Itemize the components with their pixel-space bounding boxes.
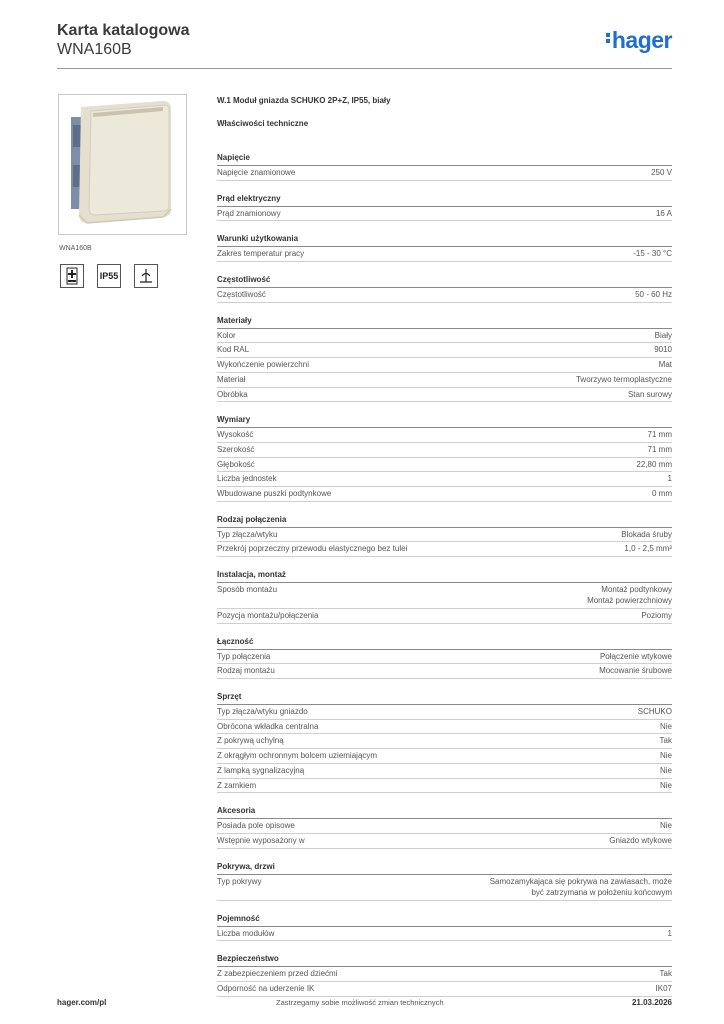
spec-label: Zakres temperatur pracy xyxy=(217,249,305,259)
spec-value: Blokada śruby xyxy=(621,529,672,539)
spec-group xyxy=(217,315,672,402)
spec-row xyxy=(217,650,672,665)
spec-label: Kolor xyxy=(217,330,236,340)
spec-group-title: Materiały xyxy=(217,315,672,329)
footer-date: 21.03.2026 xyxy=(631,998,672,1007)
spec-value: Mocowanie śrubowe xyxy=(599,666,672,676)
spec-value: Nie xyxy=(659,821,672,831)
spec-value: Samozamykająca się pokrywa na zawiasach, może być zatrzymana w położeniu końcowym xyxy=(489,876,672,897)
spec-value: Mat xyxy=(658,360,672,370)
spec-row xyxy=(217,458,672,473)
spec-row xyxy=(217,329,672,344)
spec-group-title: Pokrywa, drzwi xyxy=(217,861,672,875)
spec-row xyxy=(217,819,672,834)
spec-row xyxy=(217,927,672,942)
spec-label: Z okrągłym ochronnym bolcem uziemiającym xyxy=(217,751,378,761)
spec-value: 0 mm xyxy=(652,488,672,498)
spec-value: Poziomy xyxy=(641,611,672,620)
spec-row xyxy=(217,358,672,373)
spec-row xyxy=(217,472,672,487)
spec-row xyxy=(217,875,672,901)
spec-row xyxy=(217,443,672,458)
spec-row xyxy=(217,764,672,779)
spec-group-title: Łączność xyxy=(217,636,672,650)
spec-row xyxy=(217,583,672,609)
page-header xyxy=(57,20,672,68)
spec-label: Wstępnie wyposażony w xyxy=(217,835,305,845)
spec-value: 1 xyxy=(667,928,672,938)
footer-disclaimer: Zastrzegamy sobie możliwość zmian technicznych xyxy=(276,998,444,1007)
spec-value: Nie xyxy=(659,721,672,731)
spec-label: Częstotliwość xyxy=(217,290,266,300)
spec-group-title: Bezpieczeństwo xyxy=(217,953,672,967)
spec-value: Nie xyxy=(659,765,672,775)
class-ii-icon xyxy=(60,264,84,288)
spec-value: Gniazdo wtykowe xyxy=(609,835,672,845)
spec-label: Kod RAL xyxy=(217,345,250,355)
spec-label: Z zamkiem xyxy=(217,780,257,790)
spec-value: Nie xyxy=(659,751,672,761)
spec-group-title: Instalacja, montaż xyxy=(217,569,672,583)
spec-row xyxy=(217,288,672,303)
spec-value: 250 V xyxy=(651,168,672,177)
spec-row xyxy=(217,609,672,624)
spec-label: Przekrój poprzeczny przewodu elastycznego bez tulei xyxy=(217,544,408,554)
spec-row xyxy=(217,982,672,997)
spec-group xyxy=(217,274,672,303)
spec-label: Typ złącza/wtyku xyxy=(217,529,278,539)
spec-label: Wbudowane puszki podtynkowe xyxy=(217,488,332,498)
hager-logo: hager xyxy=(606,27,672,54)
spec-group-title: Wymiary xyxy=(217,414,672,428)
spec-label: Rodzaj montażu xyxy=(217,666,275,676)
spec-group xyxy=(217,514,672,557)
spec-groups xyxy=(217,152,672,997)
spec-value: 22,80 mm xyxy=(636,459,672,469)
spec-row xyxy=(217,428,672,443)
footer-website: hager.com/pl xyxy=(57,998,107,1007)
spec-row xyxy=(217,542,672,557)
spec-label: Szerokość xyxy=(217,444,255,454)
spec-value: Połączenie wtykowe xyxy=(599,651,672,661)
spec-row xyxy=(217,834,672,849)
spec-value: 71 mm xyxy=(647,444,672,454)
spec-row xyxy=(217,749,672,764)
spec-row xyxy=(217,207,672,222)
spec-group xyxy=(217,953,672,996)
product-code: WNA160B xyxy=(57,41,132,58)
spec-label: Prąd znamionowy xyxy=(217,208,281,218)
socket-module-image xyxy=(59,95,186,234)
spec-group-title: Rodzaj połączenia xyxy=(217,514,672,528)
spec-group-title: Warunki użytkowania xyxy=(217,233,672,247)
spec-value: Tak xyxy=(659,736,672,746)
spec-value: 71 mm xyxy=(647,430,672,440)
spec-group-title: Pojemność xyxy=(217,913,672,927)
spec-group xyxy=(217,861,672,901)
spec-row xyxy=(217,705,672,720)
specification-content xyxy=(217,96,672,1009)
spec-row xyxy=(217,779,672,794)
document-type-title: Karta katalogowa xyxy=(57,22,190,39)
spec-label: Sposób montażu xyxy=(217,585,278,594)
document-title: W.1 Moduł gniazda SCHUKO 2P+Z, IP55, biały xyxy=(217,96,391,105)
spec-row xyxy=(217,528,672,543)
spec-row xyxy=(217,166,672,181)
spec-value: Nie xyxy=(659,780,672,790)
spec-group xyxy=(217,414,672,501)
spec-group xyxy=(217,233,672,262)
spec-section-title: Właściwości techniczne xyxy=(217,119,309,128)
header-divider xyxy=(57,68,672,69)
spec-group xyxy=(217,636,672,679)
spec-label: Z pokrywą uchylną xyxy=(217,736,284,746)
spec-label: Głębokość xyxy=(217,459,255,469)
spec-label: Wykończenie powierzchni xyxy=(217,360,309,370)
spec-group-title: Częstotliwość xyxy=(217,274,672,288)
spec-group xyxy=(217,569,672,624)
spec-group xyxy=(217,152,672,181)
image-caption: WNA160B xyxy=(59,245,92,252)
spec-group xyxy=(217,913,672,942)
spec-label: Napięcie znamionowe xyxy=(217,168,296,177)
spec-value: IK07 xyxy=(655,983,672,993)
spec-label: Materiał xyxy=(217,374,246,384)
spec-label: Typ złącza/wtyku gniazdo xyxy=(217,707,308,717)
spec-label: Liczba modułów xyxy=(217,928,275,938)
spec-value: -15 - 30 °C xyxy=(633,249,672,259)
spec-row xyxy=(217,734,672,749)
spec-group-title: Sprzęt xyxy=(217,691,672,705)
spec-value: Tak xyxy=(659,969,672,979)
spec-group-title: Napięcie xyxy=(217,152,672,166)
spec-row xyxy=(217,373,672,388)
spec-row xyxy=(217,720,672,735)
spec-group-title: Akcesoria xyxy=(217,805,672,819)
spec-value: 50 - 60 Hz xyxy=(635,290,672,300)
spec-row xyxy=(217,247,672,262)
spec-value: Tworzywo termoplastyczne xyxy=(575,374,672,384)
ip-rating-badge: IP55 xyxy=(97,264,121,288)
spec-value: Biały xyxy=(654,330,672,340)
spec-value: SCHUKO xyxy=(637,707,672,717)
spec-label: Typ połączenia xyxy=(217,651,271,661)
spec-label: Odporność na uderzenie IK xyxy=(217,983,315,993)
spec-row xyxy=(217,388,672,403)
spec-value: 1 xyxy=(667,474,672,484)
spec-label: Posiada pole opisowe xyxy=(217,821,295,831)
spec-row xyxy=(217,487,672,502)
spec-label: Wysokość xyxy=(217,430,254,440)
spec-row xyxy=(217,967,672,982)
spec-label: Z zabezpieczeniem przed dziećmi xyxy=(217,969,338,979)
spec-label: Z lampką sygnalizacyjną xyxy=(217,765,305,775)
spec-label: Typ pokrywy xyxy=(217,876,262,886)
spec-label: Pozycja montażu/połączenia xyxy=(217,611,319,620)
installation-symbol-icon xyxy=(134,264,158,288)
spec-value: 1,0 - 2,5 mm² xyxy=(624,544,672,554)
spec-value: 9010 xyxy=(654,345,672,355)
spec-value: Montaż podtynkowy Montaż powierzchniowy xyxy=(587,585,672,605)
spec-group xyxy=(217,805,672,848)
spec-group xyxy=(217,691,672,793)
spec-group-title: Prąd elektryczny xyxy=(217,193,672,207)
product-image xyxy=(58,94,187,252)
spec-row xyxy=(217,664,672,679)
spec-group xyxy=(217,193,672,222)
spec-value: 16 A xyxy=(655,208,672,218)
spec-label: Obróbka xyxy=(217,389,248,399)
spec-label: Obrócona wkładka centralna xyxy=(217,721,319,731)
spec-value: Stan surowy xyxy=(627,389,672,399)
spec-row xyxy=(217,343,672,358)
spec-label: Liczba jednostek xyxy=(217,474,277,484)
